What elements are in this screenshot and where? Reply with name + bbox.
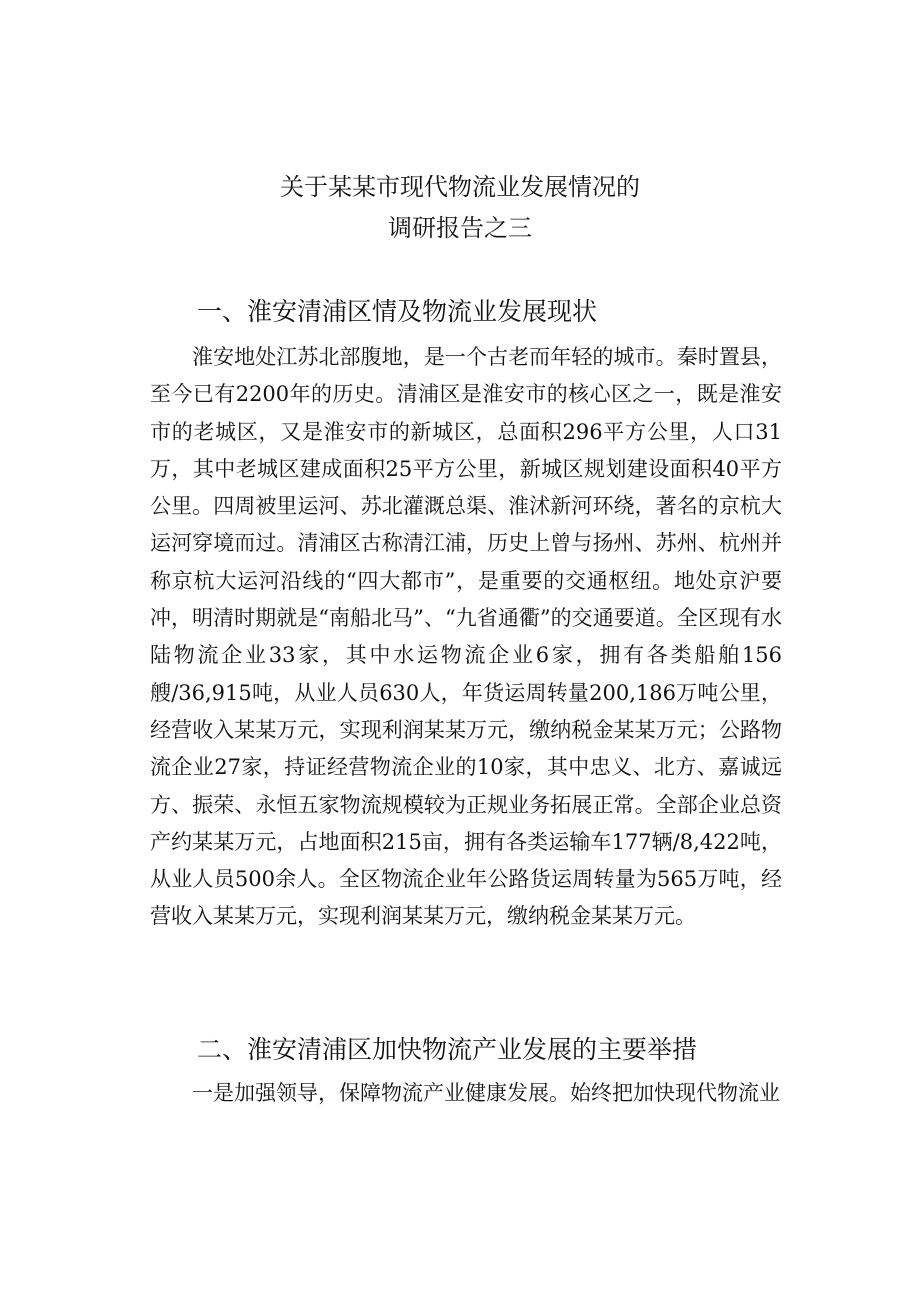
- section-1-paragraph: 淮安地处江苏北部腹地，是一个古老而年轻的城市。秦时置县，至今已有2200年的历史。清浦区是淮安市的核心区之一，既是淮安市的老城区，又是淮安市的新城区，总面积296平方公里，人口31万，其中老城区建成面积25平方公里，新城区规划建设面积40平方公里。四周被里运河、苏北灌溉总渠、淮沭新河环绕，著名的京杭大运河穿境而过。清浦区古称清江浦，历史上曾与扬州、苏州、杭州并称京杭大运河沿线的“四大都市”，是重要的交通枢纽。地处京沪要冲，明清时期就是“南船北马”、“九省通衢”的交通要道。全区现有水陆物流企业33家，其中水运物流企业6家，拥有各类船舶156艘/36,915吨，从业人员630人，年货运周转量200,186万吨公里，经营收入某某万元，实现利润某某万元，缴纳税金某某万元；公路物流企业27家，持证经营物流企业的10家，其中忠义、北方、嘉诚远方、振荣、永恒五家物流规模较为正规业务拓展正常。全部企业总资产约某某万元，占地面积215亩，拥有各类运输车177辆/8,422吨，从业人员500余人。全区物流企业年公路货运周转量为565万吨，经营收入某某万元，实现利润某某万元，缴纳税金某某万元。: [150, 345, 782, 929]
- section-1-heading: 一、淮安清浦区情及物流业发展现状: [197, 297, 598, 326]
- document-title-line-2: 调研报告之三: [388, 214, 532, 242]
- section-2-paragraph: 一是加强领导，保障物流产业健康发展。始终把加快现代物流业: [192, 1081, 780, 1105]
- section-2-heading: 二、淮安清浦区加快物流产业发展的主要举措: [197, 1035, 698, 1064]
- document-title-line-1: 关于某某市现代物流业发展情况的: [280, 173, 640, 201]
